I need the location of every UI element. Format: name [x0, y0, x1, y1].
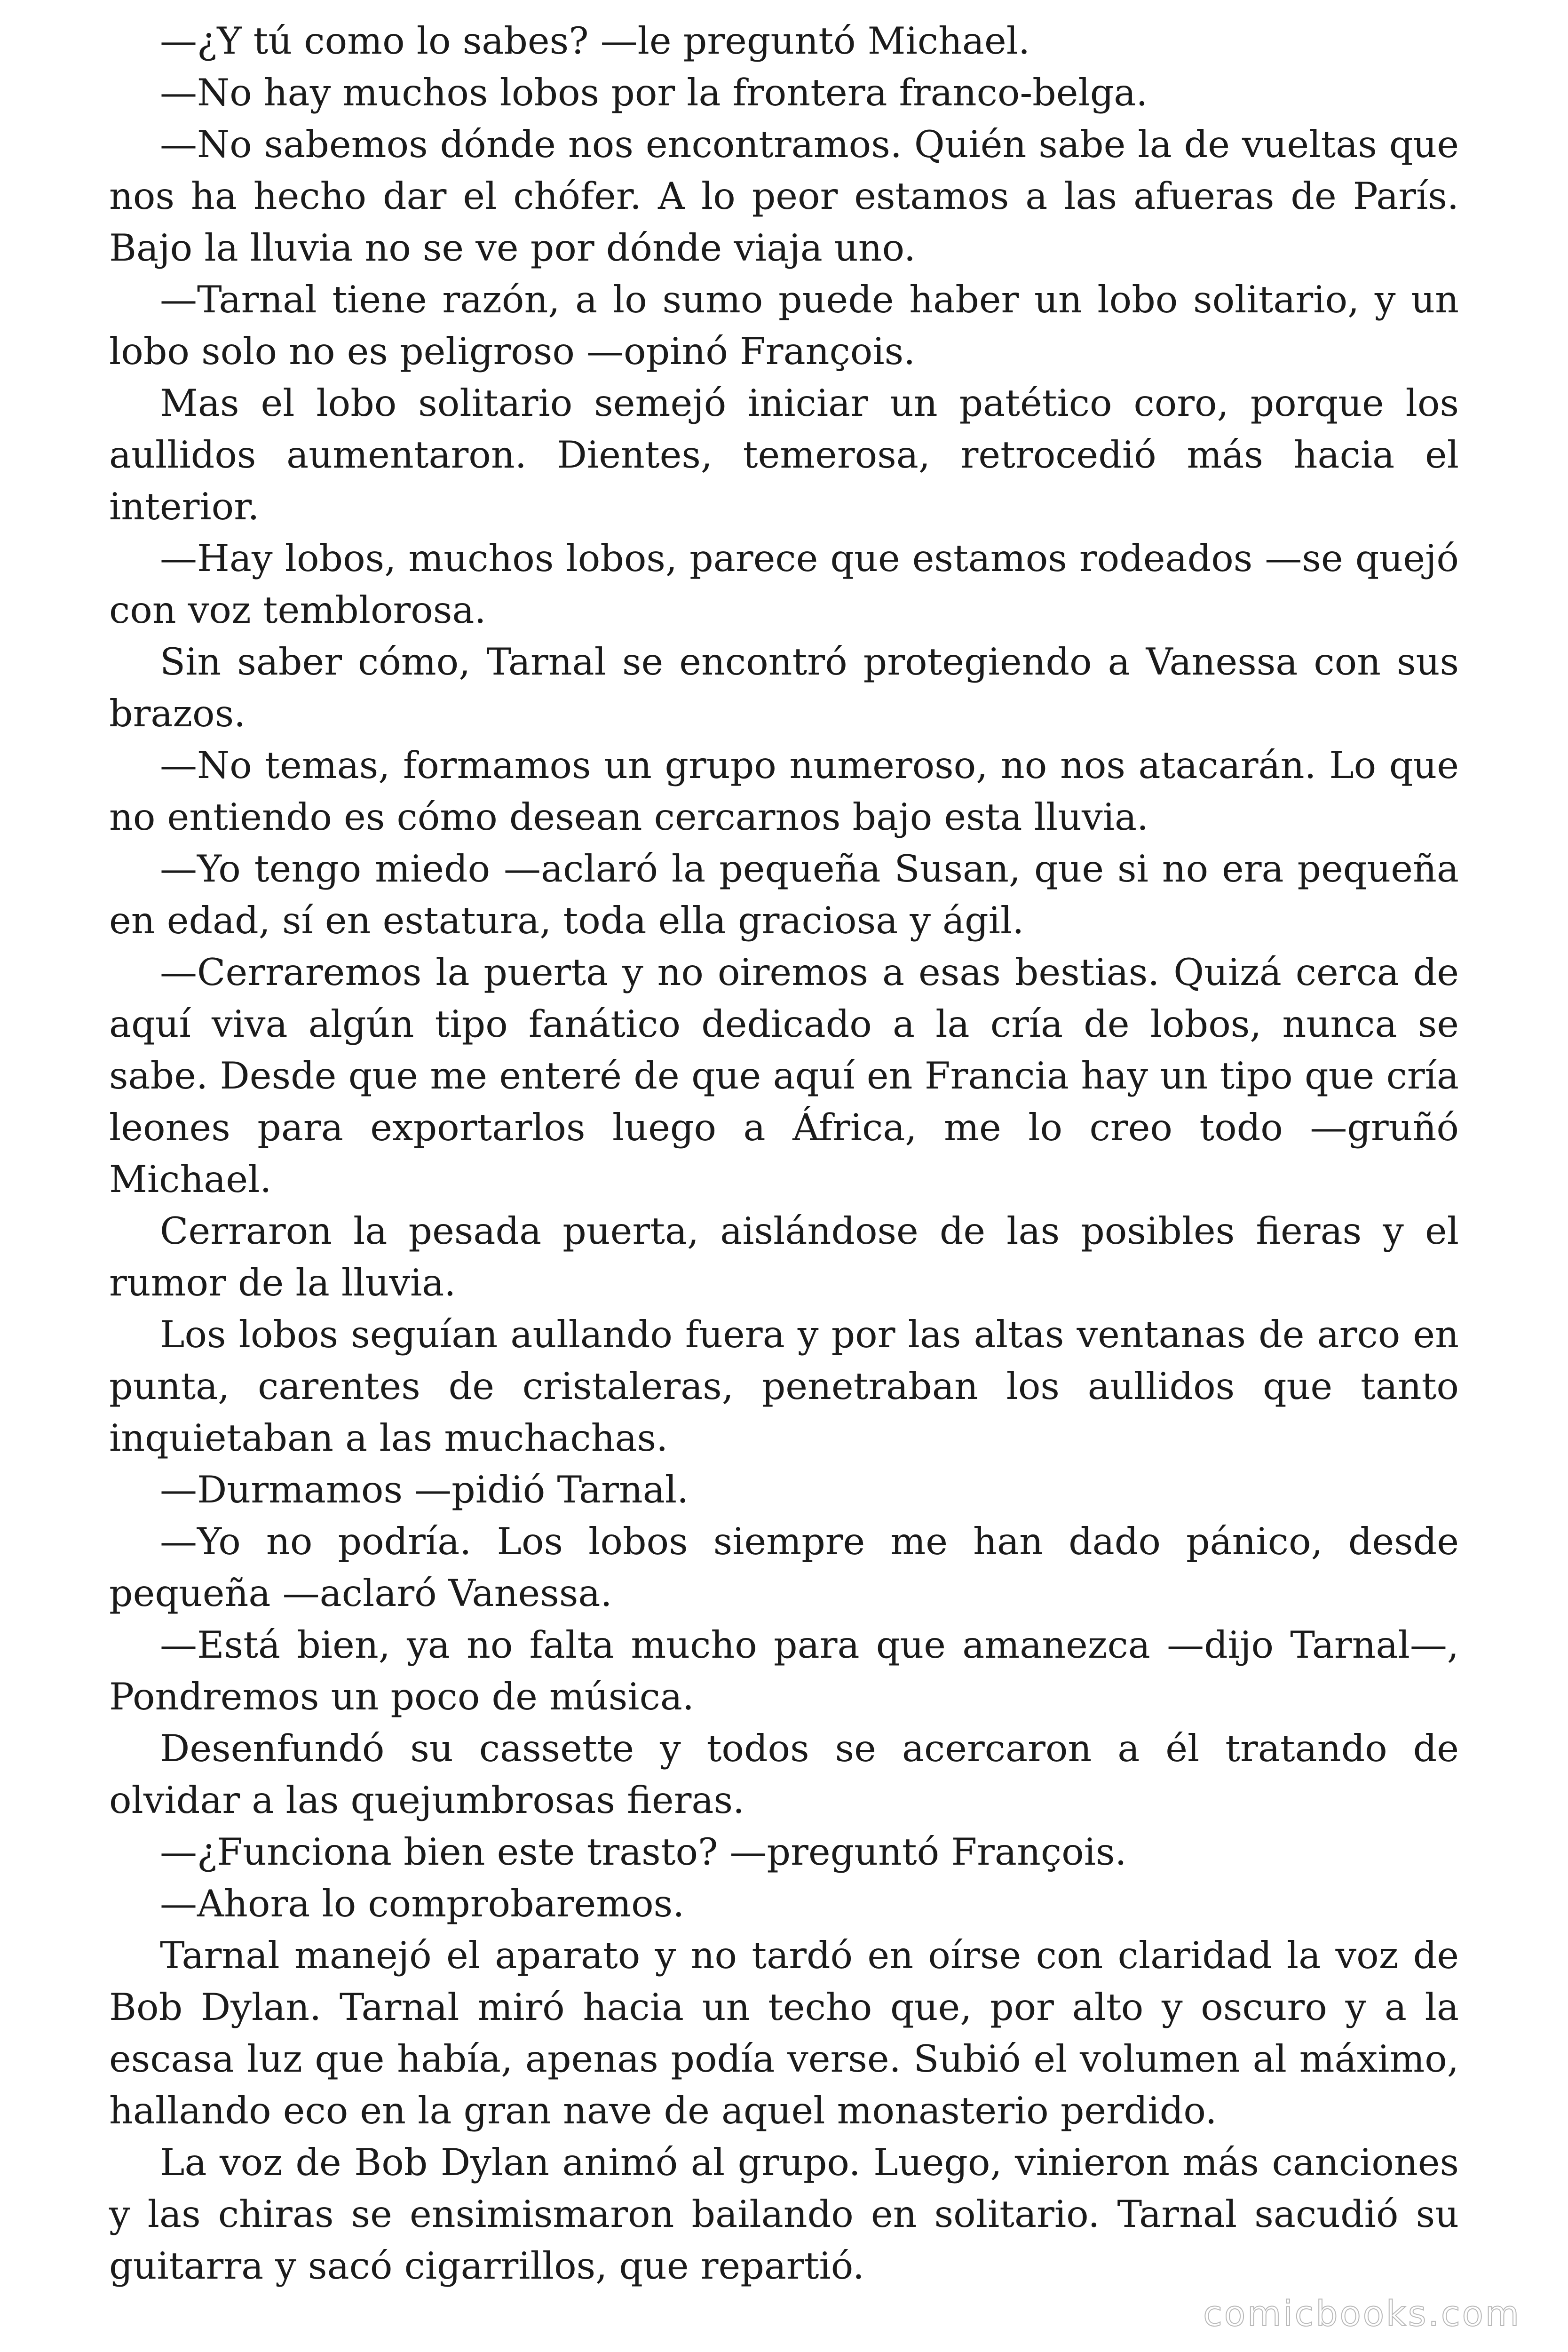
paragraph: —No temas, formamos un grupo numeroso, no nos atacarán. Lo que no entiendo es cómo desean cercarnos bajo esta lluvia.: [109, 744, 1459, 839]
paragraph: —Yo no podría. Los lobos siempre me han dado pánico, desde pequeña —aclaró Vanessa.: [109, 1520, 1459, 1615]
paragraph: —Cerraremos la puerta y no oiremos a esas bestias. Quizá cerca de aquí viva algún tipo fanático dedicado a la cría de lobos, nunca se sabe. Desde que me enteré de que aquí en Francia hay un tipo que cría leones para exportarlos luego a África, me lo creo todo —gruñó Michael.: [109, 951, 1459, 1201]
paragraph: —¿Y tú como lo sabes? —le preguntó Michael.: [160, 19, 1030, 63]
paragraph: —Ahora lo comprobaremos.: [160, 1882, 685, 1925]
paragraph: —Durmamos —pidió Tarnal.: [160, 1468, 689, 1511]
page-text: [109, 15, 1459, 2292]
paragraph: Desenfundó su cassette y todos se acercaron a él tratando de olvidar a las quejumbrosas fieras.: [109, 1727, 1459, 1822]
paragraph: Tarnal manejó el aparato y no tardó en oírse con claridad la voz de Bob Dylan. Tarnal miró hacia un techo que, por alto y oscuro y a la escasa luz que había, apenas podía verse. Subió el volumen al máximo, hallando eco en la gran nave de aquel monasterio perdido.: [109, 1934, 1459, 2132]
paragraph: La voz de Bob Dylan animó al grupo. Luego, vinieron más canciones y las chiras se ensimismaron bailando en solitario. Tarnal sacudió su guitarra y sacó cigarrillos, que repartió.: [109, 2141, 1459, 2288]
paragraph: —Está bien, ya no falta mucho para que amanezca —dijo Tarnal—, Pondremos un poco de música.: [109, 1623, 1459, 1718]
paragraph: Sin saber cómo, Tarnal se encontró protegiendo a Vanessa con sus brazos.: [109, 640, 1459, 735]
paragraph: Los lobos seguían aullando fuera y por las altas ventanas de arco en punta, carentes de cristaleras, penetraban los aullidos que tanto inquietaban a las muchachas.: [109, 1313, 1459, 1460]
paragraph: —No sabemos dónde nos encontramos. Quién sabe la de vueltas que nos ha hecho dar el chófer. A lo peor estamos a las afueras de París. Bajo la lluvia no se ve por dónde viaja uno.: [109, 123, 1459, 270]
paragraph: —Yo tengo miedo —aclaró la pequeña Susan, que si no era pequeña en edad, sí en estatura, toda ella graciosa y ágil.: [109, 847, 1459, 942]
watermark: comicbooks.com: [1203, 2294, 1521, 2334]
paragraph: —¿Funciona bien este trasto? —preguntó François.: [160, 1830, 1127, 1874]
paragraph: Cerraron la pesada puerta, aislándose de las posibles fieras y el rumor de la lluvia.: [109, 1209, 1459, 1304]
paragraph: Mas el lobo solitario semejó iniciar un patético coro, porque los aullidos aumentaron. Dientes, temerosa, retrocedió más hacia el interior.: [109, 381, 1459, 528]
paragraph: —No hay muchos lobos por la frontera franco-belga.: [160, 71, 1148, 114]
paragraph: —Hay lobos, muchos lobos, parece que estamos rodeados —se quejó con voz temblorosa.: [109, 537, 1459, 632]
paragraph: —Tarnal tiene razón, a lo sumo puede haber un lobo solitario, y un lobo solo no es peligroso —opinó François.: [109, 278, 1459, 373]
